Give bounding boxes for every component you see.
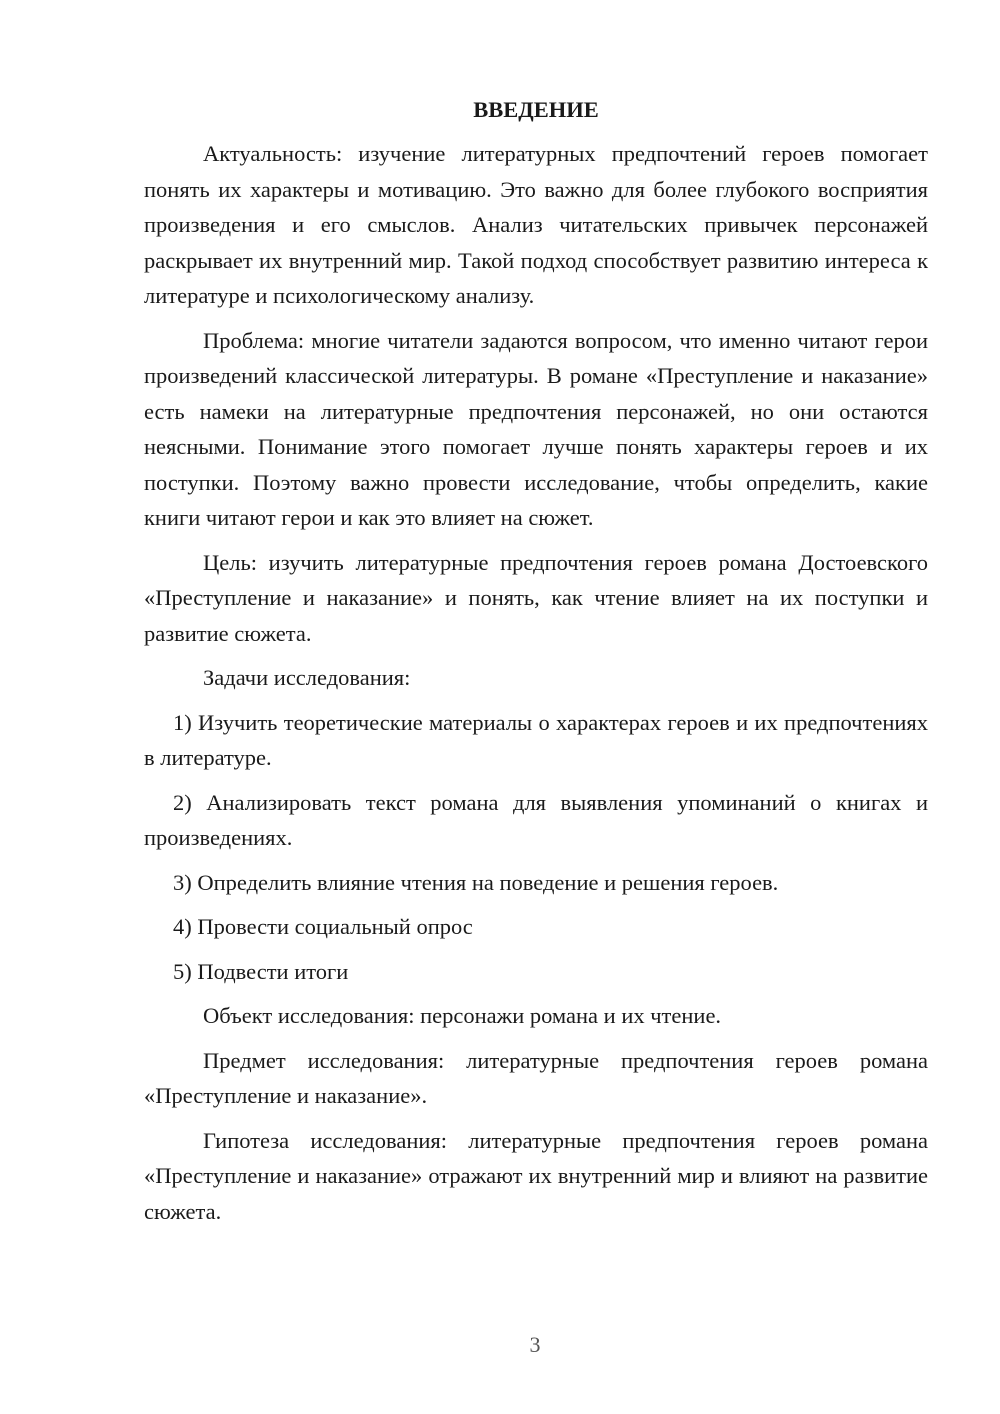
tasks-heading: Задачи исследования: [203,665,411,690]
page-content [144,90,928,1238]
task-item: 5) Подвести итоги [173,958,349,984]
subject-paragraph: Предмет исследования: литературные предпочтения героев романа «Преступление и наказание». [144,1047,928,1108]
goal-paragraph: Цель: изучить литературные предпочтения героев романа Достоевского «Преступление и наказание» и понять, как чтение влияет на их поступки и развитие сюжета. [144,549,928,646]
task-item: 2) Анализировать текст романа для выявления упоминаний о книгах и произведениях. [144,789,928,850]
object-paragraph: Объект исследования: персонажи романа и их чтение. [203,1003,722,1028]
task-item: 3) Определить влияние чтения на поведение и решения героев. [173,869,779,895]
task-item: 4) Провести социальный опрос [173,914,473,939]
problem-paragraph: Проблема: многие читатели задаются вопросом, что именно читают герои произведений классической литературы. В романе «Преступление и наказание» есть намеки на литературные предпочтения персонажей, но они остаются неясными. Понимание этого помогает лучше понять характеры героев и их поступки. Поэтому важно провести исследование, чтобы определить, какие книги читают герои и как это влияет на сюжет. [144,327,928,530]
page-title: ВВЕДЕНИЕ [473,97,599,122]
page-number: 3 [529,1332,541,1357]
relevance-paragraph: Актуальность: изучение литературных предпочтений героев помогает понять их характеры и мотивацию. Это важно для более глубокого восприятия произведения и его смыслов. Анализ читательских привычек персонажей раскрывает их внутренний мир. Такой подход способствует развитию интереса к литературе и психологическому анализу. [144,141,928,308]
task-item: 1) Изучить теоретические материалы о характерах героев и их предпочтениях в литературе. [144,709,928,770]
hypothesis-paragraph: Гипотеза исследования: литературные предпочтения героев романа «Преступление и наказание» отражают их внутренний мир и влияют на развитие сюжета. [144,1127,928,1224]
